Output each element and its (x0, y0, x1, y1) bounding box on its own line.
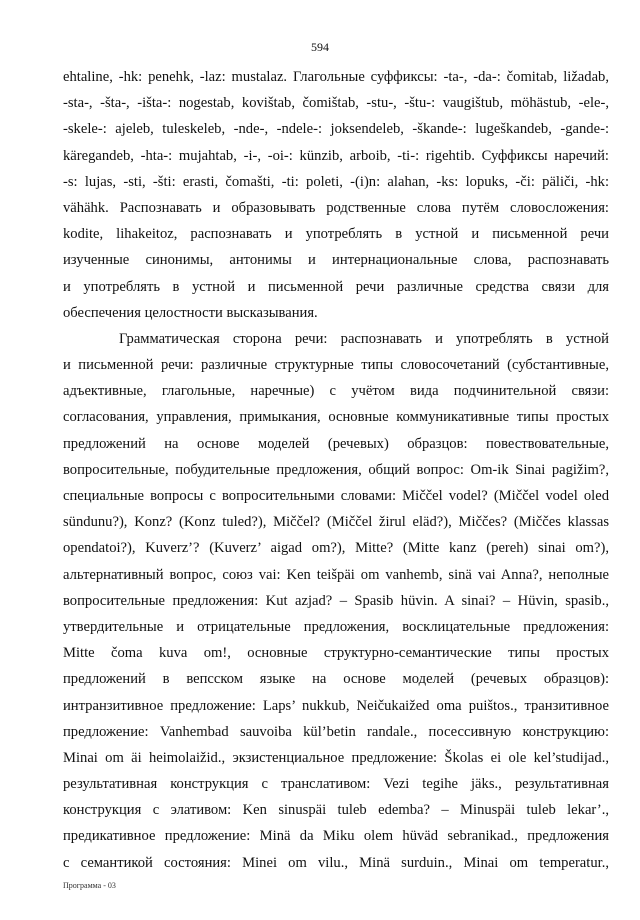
text-line: Mitte čoma kuva om!, основные структурно-семантические типы простых (63, 645, 609, 662)
text-line: утвердительные и отрицательные предложения, восклицательные предложения: (63, 618, 609, 635)
text-line: специальные вопросы с вопросительными словами: Miččel vodel? (Miččel vodel oled (63, 488, 609, 504)
text-line: интранзитивное предложение: Laps’ nukkub, Neičukaižed oma puištos., транзитивное (63, 697, 609, 714)
text-line: и письменной речи: различные структурные типы словосочетаний (субстантивные, (63, 357, 609, 374)
page-number: 594 (311, 40, 329, 54)
text-line: предикативное предложение: Minä da Miku olem hüväd sebranikad., предложения (63, 828, 609, 845)
text-line: результативная конструкция с транслативом: Vezi tegihe jäks., результативная (63, 776, 609, 793)
text-line: обеспечения целостности высказывания. (63, 304, 318, 321)
text-line: kodite, lihakeitoz, распознавать и употреблять в устной и письменной речи (63, 226, 609, 243)
text-line: opendatoi?), Kuverz’? (Kuverz’ aigad om?), Mitte? (Mitte kanz (pereh) sinai om?), (63, 540, 609, 557)
text-line: -skele-: ajeleb, tuleskeleb, -nde-, -ndele-: joksendeleb, -škande-: lugeškandeb, -gande-: (63, 121, 609, 138)
text-line: предложений в вепсском языке на основе моделей (речевых образцов): (63, 671, 609, 688)
text-line: vähähk. Распознавать и образовывать родственные слова путём словосложения: (63, 199, 609, 216)
text-line: конструкция с элативом: Ken sinuspäi tuleb edemba? – Minuspäi tuleb lekar’., (63, 802, 609, 819)
text-line: изученные синонимы, антонимы и интернациональные слова, распознавать (63, 252, 609, 269)
text-line: предложений на основе моделей (речевых) образцов: повествовательные, (63, 435, 609, 452)
text-line-indented: Грамматическая сторона речи: распознавать и употреблять в устной (119, 330, 609, 347)
text-line: согласования, управления, примыкания, основные коммуникативные типы простых (63, 409, 609, 426)
text-line: альтернативный вопрос, союз vai: Ken teišpäi om vanhemb, sinä vai Anna?, неполные (63, 566, 609, 583)
footer-label: Программа - 03 (63, 881, 116, 890)
text-line: с семантикой состояния: Minei om vilu., Minä surduin., Minai om temperatur., (63, 854, 609, 871)
text-line: -s: lujas, -sti, -šti: erasti, čomašti, -ti: poleti, -(i)n: alahan, -ks: lopuks, -či: päliči, -hk: (63, 173, 609, 190)
text-line: вопросительные предложения: Kut azjad? – Spasib hüvin. A sinai? – Hüvin, spasib., (63, 592, 609, 609)
text-line: ehtaline, -hk: penehk, -laz: mustalaz. Глагольные суффиксы: -ta-, -da-: čomitab, ližadab, (63, 69, 609, 85)
text-line: адъективные, глагольные, наречные) с учётом вида подчинительной связи: (63, 383, 609, 400)
paragraph-1 (63, 64, 609, 326)
text-line: Minai om äi heimolaižid., экзистенциальное предложение: Školas ei ole kel’studijad., (63, 749, 609, 766)
text-line: käregandeb, -hta-: mujahtab, -i-, -oi-: künzib, arboib, -ti-: rigehtib. Суффиксы наречий: (63, 147, 609, 164)
text-line: предложение: Vanhembad sauvoiba kül’betin randale., посессивную конструкцию: (63, 723, 609, 740)
paragraph-2 (63, 326, 609, 876)
text-line: и употреблять в устной и письменной речи различные средства связи для (63, 278, 609, 295)
text-line: вопросительные, побудительные предложения, общий вопрос: Om-ik Sinai pagižim?, (63, 461, 609, 478)
document-body (63, 64, 609, 876)
text-line: sündunu?), Konz? (Konz tuled?), Miččel? (Miččel žirul eläd?), Miččes? (Miččes klassas (63, 514, 609, 531)
text-line: -sta-, -šta-, -išta-: nogestab, kovištab, čomištab, -stu-, -štu-: vaugištub, möhästub, -ele-, (63, 95, 609, 112)
